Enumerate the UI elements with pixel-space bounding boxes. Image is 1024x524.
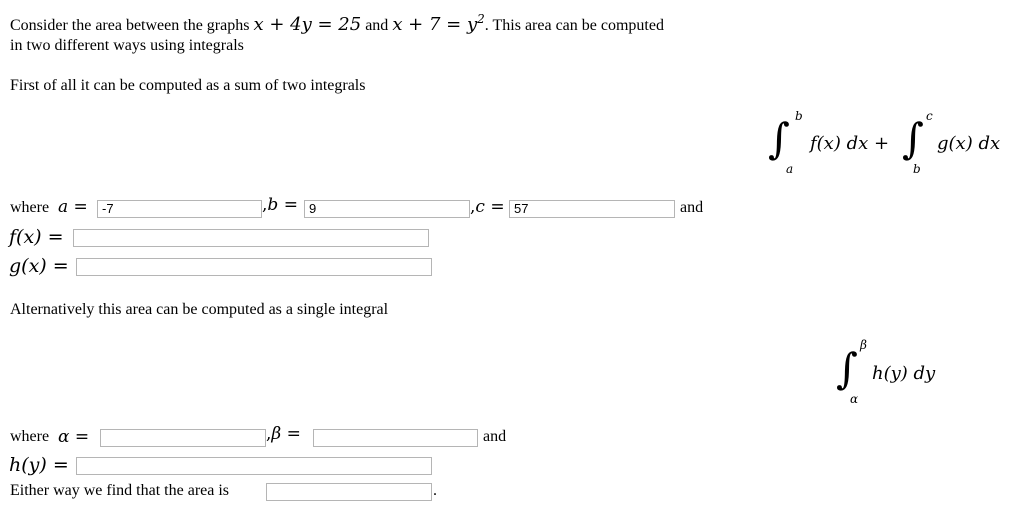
- intro-and: and: [365, 17, 389, 34]
- part1-heading: First of all it can be computed as a sum of two integrals: [10, 77, 366, 94]
- integral-3-integrand: h(y) dy: [872, 363, 936, 384]
- b-input[interactable]: 9: [304, 200, 470, 218]
- c-symbol: ,c =: [470, 197, 505, 217]
- alpha-symbol: α =: [58, 427, 90, 447]
- beta-symbol: ,β =: [266, 424, 301, 444]
- integral-sign-2: ∫: [902, 114, 924, 163]
- integral-1-upper-limit: b: [795, 109, 803, 123]
- and-label-1: and: [680, 199, 704, 216]
- a-input[interactable]: -7: [97, 200, 262, 218]
- intro-text-suffix: . This area can be computed: [484, 17, 664, 34]
- intro-line-2: in two different ways using integrals: [10, 37, 244, 54]
- integral-1-integrand: f(x) dx +: [810, 133, 890, 154]
- integral-3-lower-limit: α: [850, 392, 859, 406]
- and-label-2: and: [483, 428, 507, 445]
- equation-2: $x + 7 = y^2$: [392, 12, 485, 35]
- beta-input[interactable]: [313, 429, 478, 447]
- conclusion-text: Either way we find that the area is: [10, 482, 230, 499]
- f-input[interactable]: [73, 229, 429, 247]
- c-input[interactable]: 57: [509, 200, 675, 218]
- intro-text-prefix: Consider the area between the graphs: [10, 17, 250, 34]
- g-label: g(x) =: [9, 255, 69, 277]
- equation-1: x + 4y = 25: [253, 14, 362, 35]
- part2-heading: Alternatively this area can be computed as a single integral: [10, 301, 389, 318]
- alpha-input[interactable]: [100, 429, 266, 447]
- conclusion-period: .: [433, 482, 437, 499]
- h-label: h(y) =: [9, 454, 69, 476]
- intro-line-1: [10, 12, 664, 35]
- integral-2-integrand: g(x) dx: [937, 133, 1001, 154]
- a-symbol: a =: [58, 197, 88, 217]
- b-symbol: ,b =: [262, 195, 298, 215]
- integral-3-upper-limit: β: [860, 338, 867, 352]
- integral-2-lower-limit: b: [913, 162, 921, 176]
- integral-sign-1: ∫: [768, 114, 790, 163]
- integral-1-lower-limit: a: [786, 162, 794, 176]
- where-label-1: where: [10, 199, 50, 216]
- integral-sign-3: ∫: [836, 344, 858, 393]
- area-input[interactable]: [266, 483, 432, 501]
- where-label-2: where: [10, 428, 50, 445]
- g-input[interactable]: [76, 258, 432, 276]
- integral-2-upper-limit: c: [926, 109, 933, 123]
- f-label: f(x) =: [9, 226, 64, 248]
- h-input[interactable]: [76, 457, 432, 475]
